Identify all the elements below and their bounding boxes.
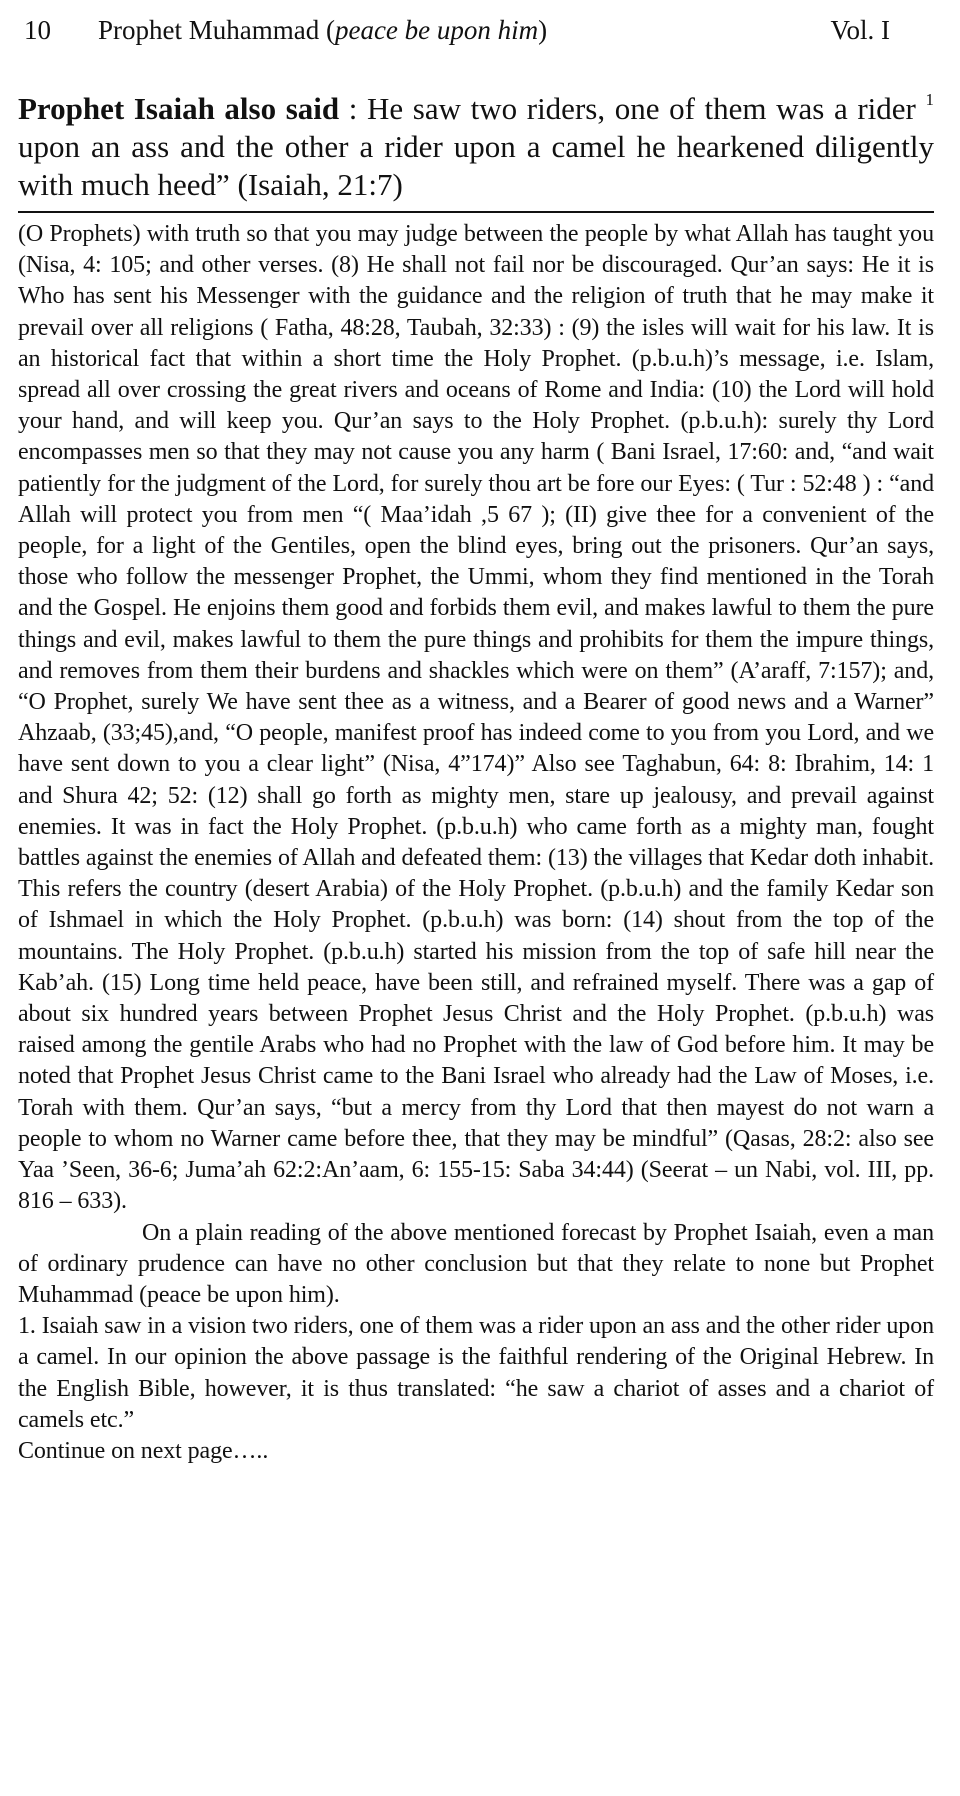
volume-label: Vol. I — [830, 15, 890, 45]
page-number: 10 — [24, 15, 51, 45]
body-text — [18, 219, 934, 1467]
running-head — [18, 0, 940, 60]
book-page — [18, 0, 940, 1467]
heading-text-before-mark: : He saw two riders, one of them was a rider — [339, 91, 926, 126]
horizontal-rule — [18, 211, 934, 213]
running-title-close: ) — [538, 15, 548, 45]
body-paragraph-1: (O Prophets) with truth so that you may judge between the people by what Allah has taught you (Nisa, 4: 105; and other verses. (8) He shall not fail nor be discouraged. Qur’an says: He it is Who has sent his Messenger with the guidance and the religion of truth that he may make it prevail over all religions ( Fatha, 48:28, Taubah, 32:33) : (9) the isles will wait for his law. It is an historical fact that within a short time the Holy Prophet. (p.b.u.h)’s message, i.e. Islam, spread all over crossing the great rivers and oceans of Rome and India: (10) the Lord will hold your hand, and will keep you. Qur’an says to the Holy Prophet. (p.b.u.h): surely thy Lord encompasses men so that they may not cause you any harm ( Bani Israel, 17:60: and, “and wait patiently for the judgment of the Lord, for surely thou art be fore our Eyes: ( Tur : 52:48 ) : “and Allah will protect you from men “( Maa’idah ,5 67 ); (II) give thee for a convenient of the people, for a light of the Gentiles, open the blind eyes, bring out the prisoners. Qur’an says, those who follow the messenger Prophet, the Ummi, whom they find mentioned in the Torah and the Gospel. He enjoins them good and forbids them evil, and makes lawful to them the pure things and evil, makes lawful to them the pure things and prohibits for them the impure things, and removes from them their burdens and shackles which were on them” (A’araff, 7:157); and, “O Prophet, surely We have sent thee as a witness, and a Bearer of good news and a Warner” Ahzaab, (33;45),and, “O people, manifest proof has indeed come to you from you Lord, and we have sent down to you a clear light” (Nisa, 4”174)” Also see Taghabun, 64: 8: Ibrahim, 14: 1 and Shura 42; 52: (12) shall go forth as mighty men, stare up jealousy, and prevail against enemies. It was in fact the Holy Prophet. (p.b.u.h) who came forth as a mighty man, fought battles against the enemies of Allah and defeated them: (13) the villages that Kedar doth inhabit. This refers the country (desert Arabia) of the Holy Prophet. (p.b.u.h) and the family Kedar son of Ishmael in which the Holy Prophet. (p.b.u.h) was born: (14) shout from the top of the mountains. The Holy Prophet. (p.b.u.h) started his mission from the top of safe hill near the Kab’ah. (15) Long time held peace, have been still, and refrained myself. There was a gap of about six hundred years between Prophet Jesus Christ and the Holy Prophet. (p.b.u.h) was raised among the gentile Arabs who had no Prophet with the law of God before him. It may be noted that Prophet Jesus Christ came to the Bani Israel who already had the Law of Moses, i.e. Torah with them. Qur’an says, “but a mercy from thy Lord that then mayest do not warn a people to whom no Warner came before thee, that they may be mindful” (Qasas, 28:2: also see Yaa ’Seen, 36-6; Juma’ah 62:2:An’aam, 6: 155-15: Saba 34:44) (Seerat – un Nabi, vol. III, pp. 816 – 633). — [18, 221, 934, 1215]
running-title-plain: Prophet Muhammad ( — [98, 15, 335, 45]
footnote-mark: 1 — [925, 90, 935, 109]
running-title — [98, 0, 547, 60]
running-title-italic: peace be upon him — [334, 15, 539, 45]
heading-text-after-mark: upon an ass and the other a rider upon a camel he hearkened diligently with much heed” (Isaiah, 21:7) — [18, 129, 934, 202]
heading-paragraph — [18, 90, 940, 204]
continue-note: Continue on next page….. — [18, 1437, 269, 1464]
body-paragraph-2: On a plain reading of the above mentioned forecast by Prophet Isaiah, even a man of ordinary prudence can have no other conclusion but that they relate to none but Prophet Muhammad (peace be upon him). — [18, 1219, 934, 1308]
heading-bold-lead: Prophet Isaiah also said — [18, 91, 340, 126]
footnote-text: 1. Isaiah saw in a vision two riders, one of them was a rider upon an ass and the other rider upon a camel. In our opinion the above passage is the faithful rendering of the Original Hebrew. In the English Bible, however, it is thus translated: “he saw a chariot of asses and a chariot of camels etc.” — [18, 1313, 934, 1433]
